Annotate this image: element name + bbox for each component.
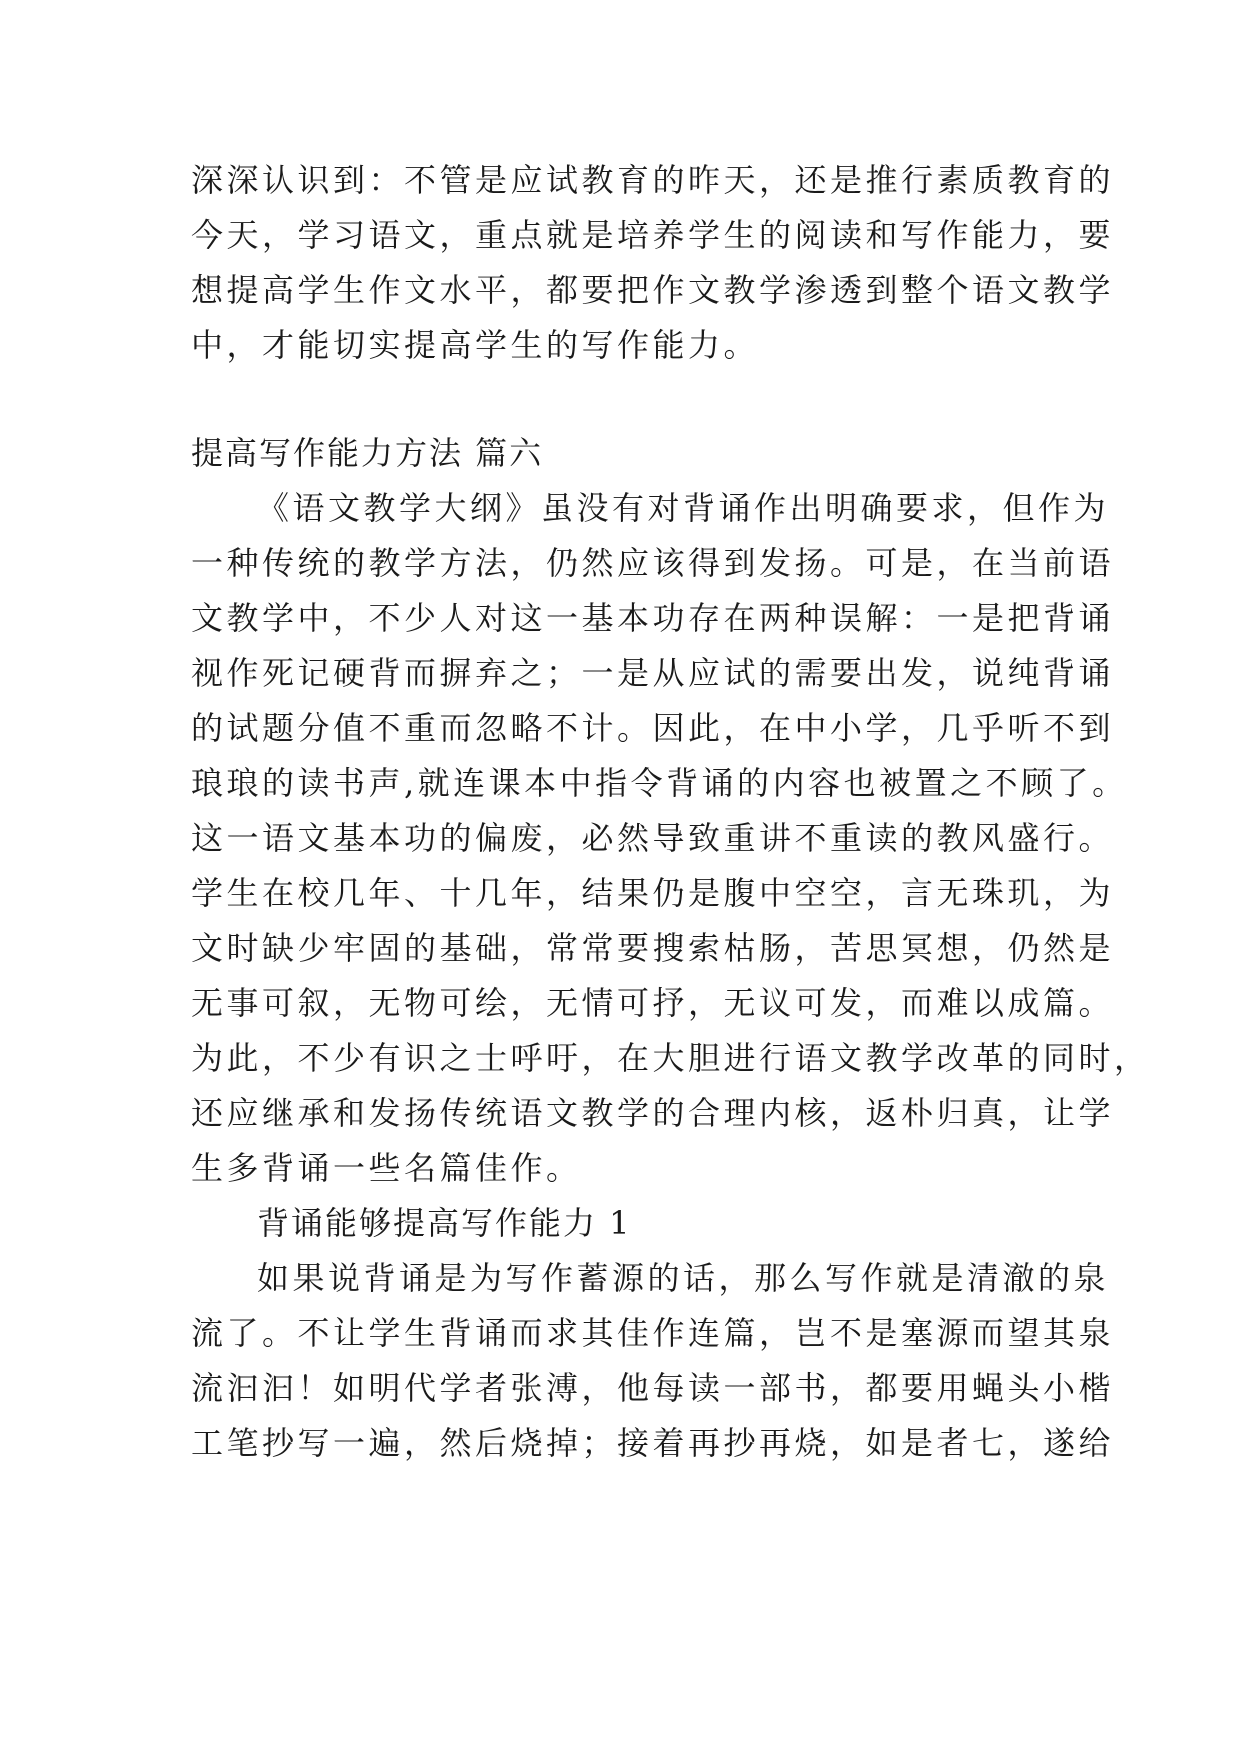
paragraph-line: 《语文教学大纲》虽没有对背诵作出明确要求，但作为 xyxy=(257,489,1110,527)
paragraph-line: 如果说背诵是为写作蓄源的话，那么写作就是清澈的泉 xyxy=(257,1259,1110,1297)
paragraph-line: 还应继承和发扬传统语文教学的合理内核，返朴归真，让学 xyxy=(191,1094,1115,1132)
paragraph-line: 想提高学生作文水平，都要把作文教学渗透到整个语文教学 xyxy=(191,271,1115,309)
paragraph-line: 中，才能切实提高学生的写作能力。 xyxy=(191,326,760,364)
sub-heading: 背诵能够提高写作能力 1 xyxy=(257,1204,632,1242)
paragraph-line: 生多背诵一些名篇佳作。 xyxy=(191,1149,582,1187)
paragraph-line: 无事可叙，无物可绘，无情可抒，无议可发，而难以成篇。 xyxy=(191,984,1115,1022)
paragraph-line: 视作死记硬背而摒弃之；一是从应试的需要出发，说纯背诵 xyxy=(191,654,1115,692)
paragraph-line: 一种传统的教学方法，仍然应该得到发扬。可是，在当前语 xyxy=(191,544,1115,582)
paragraph-line: 文教学中，不少人对这一基本功存在两种误解：一是把背诵 xyxy=(191,599,1115,637)
section-heading: 提高写作能力方法 篇六 xyxy=(191,434,544,472)
paragraph-line: 琅琅的读书声,就连课本中指令背诵的内容也被置之不顾了。 xyxy=(191,764,1128,802)
paragraph-line: 为此，不少有识之士呼吁，在大胆进行语文教学改革的同时， xyxy=(191,1039,1150,1077)
paragraph-line: 深深认识到：不管是应试教育的昨天，还是推行素质教育的 xyxy=(191,161,1115,199)
paragraph-line: 学生在校几年、十几年，结果仍是腹中空空，言无珠玑，为 xyxy=(191,874,1115,912)
paragraph-line: 今天，学习语文，重点就是培养学生的阅读和写作能力，要 xyxy=(191,216,1115,254)
paragraph-line: 工笔抄写一遍，然后烧掉；接着再抄再烧，如是者七，遂给 xyxy=(191,1424,1115,1462)
paragraph-line: 这一语文基本功的偏废，必然导致重讲不重读的教风盛行。 xyxy=(191,819,1115,857)
paragraph-line: 流了。不让学生背诵而求其佳作连篇，岂不是塞源而望其泉 xyxy=(191,1314,1115,1352)
paragraph-line: 的试题分值不重而忽略不计。因此，在中小学，几乎听不到 xyxy=(191,709,1115,747)
paragraph-line: 流汩汩！如明代学者张溥，他每读一部书，都要用蝇头小楷 xyxy=(191,1369,1115,1407)
paragraph-line: 文时缺少牢固的基础，常常要搜索枯肠，苦思冥想，仍然是 xyxy=(191,929,1115,967)
